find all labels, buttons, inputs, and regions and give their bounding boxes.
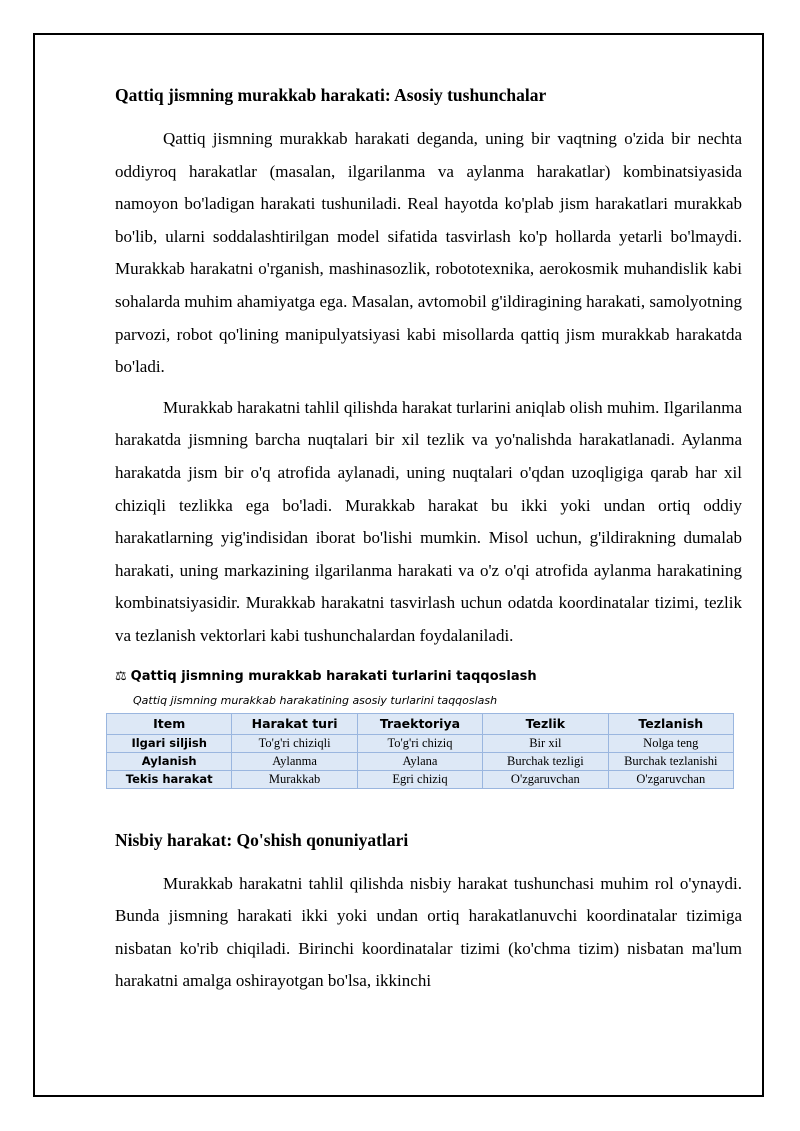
table-cell: Burchak tezligi xyxy=(483,752,608,770)
table-cell: Aylana xyxy=(357,752,482,770)
section-heading-1: Qattiq jismning murakkab harakati: Asosiy tushunchalar xyxy=(115,85,547,105)
table-cell: To'g'ri chiziqli xyxy=(232,734,357,752)
section-heading-2: Nisbiy harakat: Qo'shish qonuniyatlari xyxy=(115,829,409,850)
paragraph-2: Murakkab harakatni tahlil qilishda harakat turlarini aniqlab olish muhim. Ilgarilanma harakatda jismning barcha nuqtalari bir xil tezlik va yo'nalishda harakatlanadi. Aylanma harakatda jism bir o'q atrofida aylanadi, uning nuqtalari o'qdan uzoqligiga qarab har xil chiziqli tezlikka ega bo'ladi. Murakkab harakat bu ikki yoki undan ortiq oddiy harakatlarning yig'indisidan iborat bo'lishi mumkin. Misol uchun, g'ildirakning dumalab harakati, uning markazining ilgarilanma harakati va o'z o'qi atrofida aylanma harakatining kombinatsiyasidir. Murakkab harakatni tasvirlash uchun odatda koordinatalar tizimi, tezlik va tezlanish vektorlari kabi tushunchalardan foydalaniladi. xyxy=(115,397,742,645)
paragraph-1: Qattiq jismning murakkab harakati deganda, uning bir vaqtning o'zida bir nechta oddiyroq harakatlar (masalan, ilgarilanma va aylanma harakatlar) kombinatsiyasida namoyon bo'ladigan harakati tushuniladi. Real hayotda ko'plab jism harakatlari murakkab bo'lib, ularni soddalashtirilgan model sifatida tasvirlash ko'p hollarda yetarli bo'lmaydi. Murakkab harakatni o'rganish, mashinasozlik, robototexnika, aerokosmik muhandislik kabi sohalarda muhim ahamiyatga ega. Masalan, avtomobil g'ildiragining harakati, samolyotning parvozi, robot qo'lining manipulyatsiyasi kabi misollarda qattiq jism murakkab harakatda bo'ladi. xyxy=(115,129,742,377)
figure-title-text: Qattiq jismning murakkab harakati turlarini taqqoslash xyxy=(130,668,537,684)
row-label: Aylanish xyxy=(107,752,232,770)
section-2 xyxy=(115,829,742,998)
table-row xyxy=(107,734,734,752)
figure-title xyxy=(115,667,742,687)
column-header: Traektoriya xyxy=(357,713,482,734)
paragraph-3: Murakkab harakatni tahlil qilishda nisbiy harakat tushunchasi muhim rol o'ynaydi. Bunda jismning harakati ikki yoki undan ortiq harakatlanuvchi koordinatalar tizimiga nisbatan ko'rib chiqiladi. Birinchi koordinatalar tizimi (ko'chma tizim) nisbatan ma'lum harakatni amalga oshirayotgan bo'lsa, ikkinchi xyxy=(115,873,742,991)
column-header: Tezlanish xyxy=(608,713,733,734)
table-cell: To'g'ri chiziq xyxy=(357,734,482,752)
table-cell: Bir xil xyxy=(483,734,608,752)
table-cell: Murakkab xyxy=(232,770,357,788)
table-cell: Burchak tezlanishi xyxy=(608,752,733,770)
row-label: Tekis harakat xyxy=(107,770,232,788)
column-header: Item xyxy=(107,713,232,734)
table-cell: Nolga teng xyxy=(608,734,733,752)
comparison-table xyxy=(106,713,734,789)
figure-subtitle: Qattiq jismning murakkab harakatining asosiy turlarini taqqoslash xyxy=(133,693,498,707)
table-row xyxy=(107,770,734,788)
scales-icon: ⚖ xyxy=(115,668,127,684)
column-header: Harakat turi xyxy=(232,713,357,734)
table-header-row xyxy=(107,713,734,734)
table-row xyxy=(107,752,734,770)
table-cell: Aylanma xyxy=(232,752,357,770)
table-cell: O'zgaruvchan xyxy=(483,770,608,788)
document-body xyxy=(115,84,742,1006)
column-header: Tezlik xyxy=(483,713,608,734)
table-cell: Egri chiziq xyxy=(357,770,482,788)
row-label: Ilgari siljish xyxy=(107,734,232,752)
table-cell: O'zgaruvchan xyxy=(608,770,733,788)
